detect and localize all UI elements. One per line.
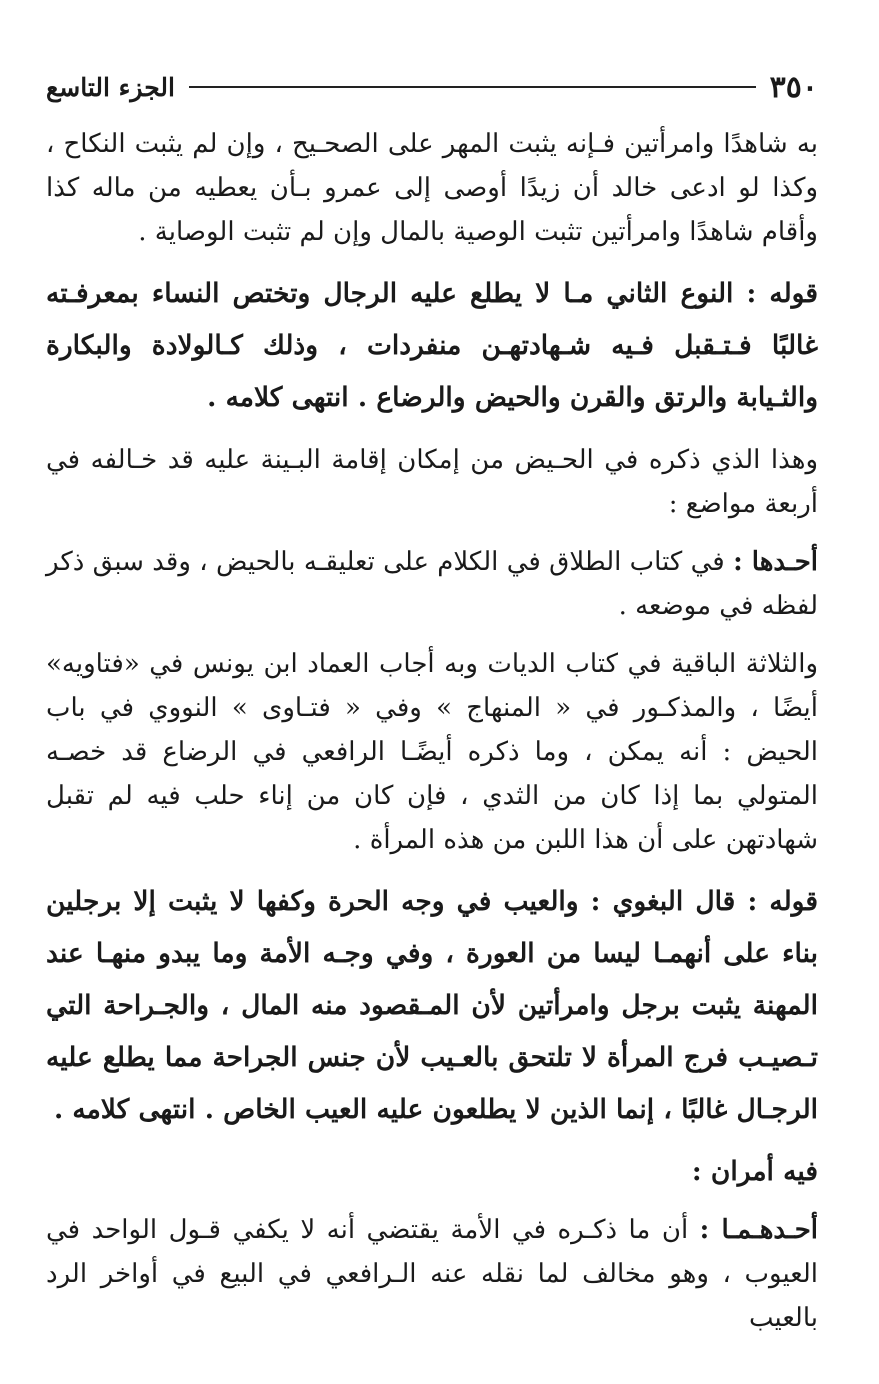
paragraph	[46, 540, 818, 628]
paragraph-lead: أحـدهـمـا :	[699, 1215, 818, 1245]
document-page	[46, 62, 818, 1340]
paragraph-text: به شاهدًا وامرأتين فـإنه يثبت المهر على الصحـيح ، وإن لم يثبت النكاح ، وكذا لو ادعى خالد أن زيدًا أوصى إلى عمرو بـأن يعطيه من ماله كذا وأقام شاهدًا وامرأتين تثبت الوصية بالمال وإن لم تثبت الوصاية .	[46, 129, 818, 247]
quote-paragraph	[46, 876, 818, 1136]
paragraph	[46, 438, 818, 526]
paragraph-lead: أحـدها :	[733, 547, 818, 577]
paragraph-text: وهذا الذي ذكره في الحـيض من إمكان إقامة البـينة عليه قد خـالفه في أربعة مواضع :	[46, 445, 818, 519]
subheading	[46, 1146, 818, 1198]
page-header	[46, 62, 818, 112]
paragraph-text: أن ما ذكـره في الأمة يقتضي أنه لا يكفي قـول الواحد في العيوب ، وهو مخالف لما نقله عنه الـرافعي في البيع في أواخر الرد بالعيب	[46, 1215, 818, 1333]
running-title: الجزء التاسع	[46, 72, 175, 102]
paragraph-text: في كتاب الطلاق في الكلام على تعليقـه بالحيض ، وقد سبق ذكر لفظه في موضعه .	[46, 547, 818, 621]
page-number: ٣٥٠	[769, 69, 818, 105]
paragraph-text: فيه أمران :	[691, 1156, 818, 1187]
paragraph	[46, 122, 818, 254]
paragraph-text: والثلاثة الباقية في كتاب الديات وبه أجاب العماد ابن يونس في «فتاويه» أيضًا ، والمذكـور في « المنهاج » وفي « فتـاوى » النووي في باب الحيض : أنه يمكن ، وما ذكره أيضًـا الرافعي في الرضاع قد خصـه المتولي بما إذا كان من الثدي ، فإن كان من إناء حلب فيه لم تقبل شهادتهن على أن هذا اللبن من هذه المرأة .	[46, 649, 818, 855]
paragraph-text: قوله : قال البغوي : والعيب في وجه الحرة وكفها لا يثبت إلا برجلين بناء على أنهمـا ليسا من العورة ، وفي وجـه الأمة وما يبدو منهـا عند المهنة يثبت برجل وامرأتين لأن المـقصود منه المال ، والجـراحة التي تـصيـب فرج المرأة لا تلتحق بالعـيب لأن جنس الجراحة مما يطلع عليه الرجـال غالبًا ، إنما الذين لا يطلعون عليه العيب الخاص . انتهى كلامه .	[46, 886, 818, 1125]
header-rule	[189, 86, 756, 88]
paragraph-text: قوله : النوع الثاني مـا لا يطلع عليه الرجال وتختص النساء بمعرفـته غالبًا فـتـقبل فـيه شـهادتهـن منفردات ، وذلك كـالولادة والبكارة والثـيابة والرتق والقرن والحيض والرضاع . انتهى كلامه .	[46, 278, 818, 413]
quote-paragraph	[46, 268, 818, 424]
paragraph	[46, 1208, 818, 1340]
paragraph	[46, 642, 818, 862]
